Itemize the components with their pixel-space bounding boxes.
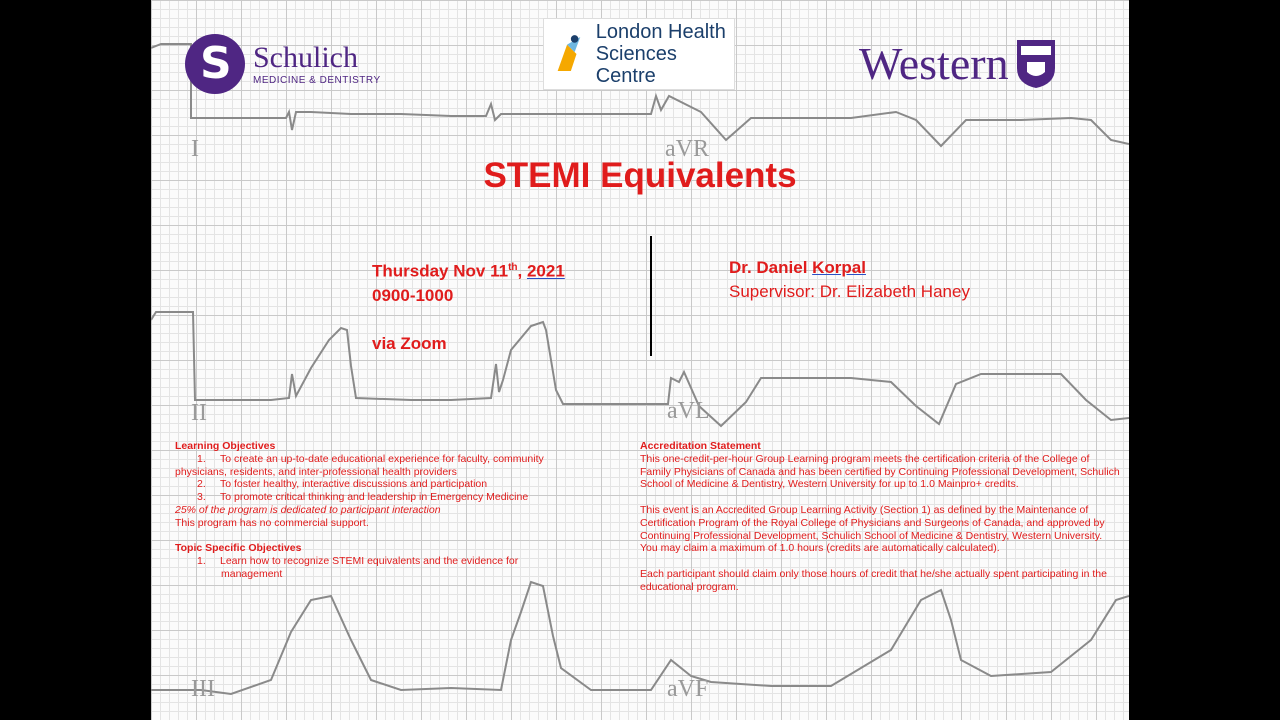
speaker-details xyxy=(729,256,970,304)
ecg-lead-label: aVR xyxy=(665,136,709,162)
ecg-lead-label: III xyxy=(191,676,215,702)
schulich-mark-icon: S xyxy=(185,34,245,94)
event-date-prefix: Thursday Nov 11 xyxy=(372,261,509,281)
support-note: This program has no commercial support. xyxy=(175,516,369,529)
lhsc-line1: London Health xyxy=(595,21,726,43)
western-name: Western xyxy=(859,38,1009,89)
list-number: 1. xyxy=(197,452,206,465)
speaker-name-prefix: Dr. Daniel xyxy=(729,258,813,277)
list-text: To foster healthy, interactive discussions and participation xyxy=(220,478,488,491)
lhsc-line2: Sciences Centre xyxy=(595,43,677,87)
list-text: To create an up-to-date educational experience for faculty, community xyxy=(220,452,544,465)
vertical-divider xyxy=(650,236,652,356)
lhsc-logo xyxy=(543,18,735,90)
ecg-lead-label: II xyxy=(191,400,207,426)
speaker-surname: Korpal xyxy=(812,258,866,277)
ecg-trace-row3 xyxy=(151,582,1129,694)
list-text: To promote critical thinking and leadership in Emergency Medicine xyxy=(220,491,529,504)
ecg-background xyxy=(151,0,1129,720)
event-date-suffix: , xyxy=(517,261,527,281)
ecg-lead-label: aVF xyxy=(667,676,709,702)
schulich-name: Schulich xyxy=(253,40,358,74)
schulich-logo xyxy=(185,34,381,94)
ecg-lead-label: I xyxy=(191,136,199,162)
slide xyxy=(151,0,1129,720)
ecg-lead-label: aVL xyxy=(667,398,710,424)
accreditation-paragraph: This event is an Accredited Group Learning Activity (Section 1) as defined by the Maintenance of Certification Program of the Royal College of Physicians and Surgeons of Canada, and approved by Continuing Professional Development, Schulich School of Medicine & Dentistry, Western University. You may claim a maximum of 1.0 hours (credits are automatically calculated). xyxy=(640,503,1105,555)
learning-heading: Learning Objectives xyxy=(175,440,276,452)
interaction-note: 25% of the program is dedicated to participant interaction xyxy=(175,503,441,516)
event-date-sup: th xyxy=(508,262,518,273)
list-number: 1. xyxy=(197,555,206,568)
objectives-column xyxy=(175,440,585,581)
list-item xyxy=(175,491,585,504)
event-year: 2021 xyxy=(526,261,565,281)
list-number: 2. xyxy=(197,478,206,491)
list-item xyxy=(175,453,585,466)
accreditation-paragraph: This one-credit-per-hour Group Learning program meets the certification criteria of the College of Family Physicians of Canada and has been certified by Continuing Professional Development, Schulich School of Medicine & Dentistry, Western University for up to 1.0 Mainpro+ credits. xyxy=(640,452,1120,491)
list-item-continuation: physicians, residents, and inter-professional health providers xyxy=(175,465,457,478)
list-item xyxy=(175,478,585,491)
speaker-name xyxy=(729,256,970,280)
ecg-trace-row2 xyxy=(151,312,1129,426)
accreditation-column xyxy=(640,440,1122,594)
page-title: STEMI Equivalents xyxy=(483,156,797,195)
accreditation-heading: Accreditation Statement xyxy=(640,440,761,452)
event-venue: via Zoom xyxy=(372,333,447,353)
accreditation-paragraph: Each participant should claim only those hours of credit that he/she actually spent participating in the educational program. xyxy=(640,567,1107,593)
schulich-subtitle: MEDICINE & DENTISTRY xyxy=(253,74,381,86)
western-logo xyxy=(859,38,1057,90)
event-details xyxy=(372,256,565,356)
list-text: Learn how to recognize STEMI equivalents and the evidence for xyxy=(220,555,519,568)
lhsc-figure-icon xyxy=(552,32,590,76)
event-date xyxy=(372,256,565,284)
list-number: 3. xyxy=(197,491,206,504)
list-item xyxy=(175,555,585,568)
speaker-supervisor: Supervisor: Dr. Elizabeth Haney xyxy=(729,282,970,301)
event-time: 0900-1000 xyxy=(372,285,454,305)
topic-heading: Topic Specific Objectives xyxy=(175,542,302,555)
list-item-continuation: management xyxy=(221,567,283,580)
western-shield-icon xyxy=(1015,38,1057,90)
